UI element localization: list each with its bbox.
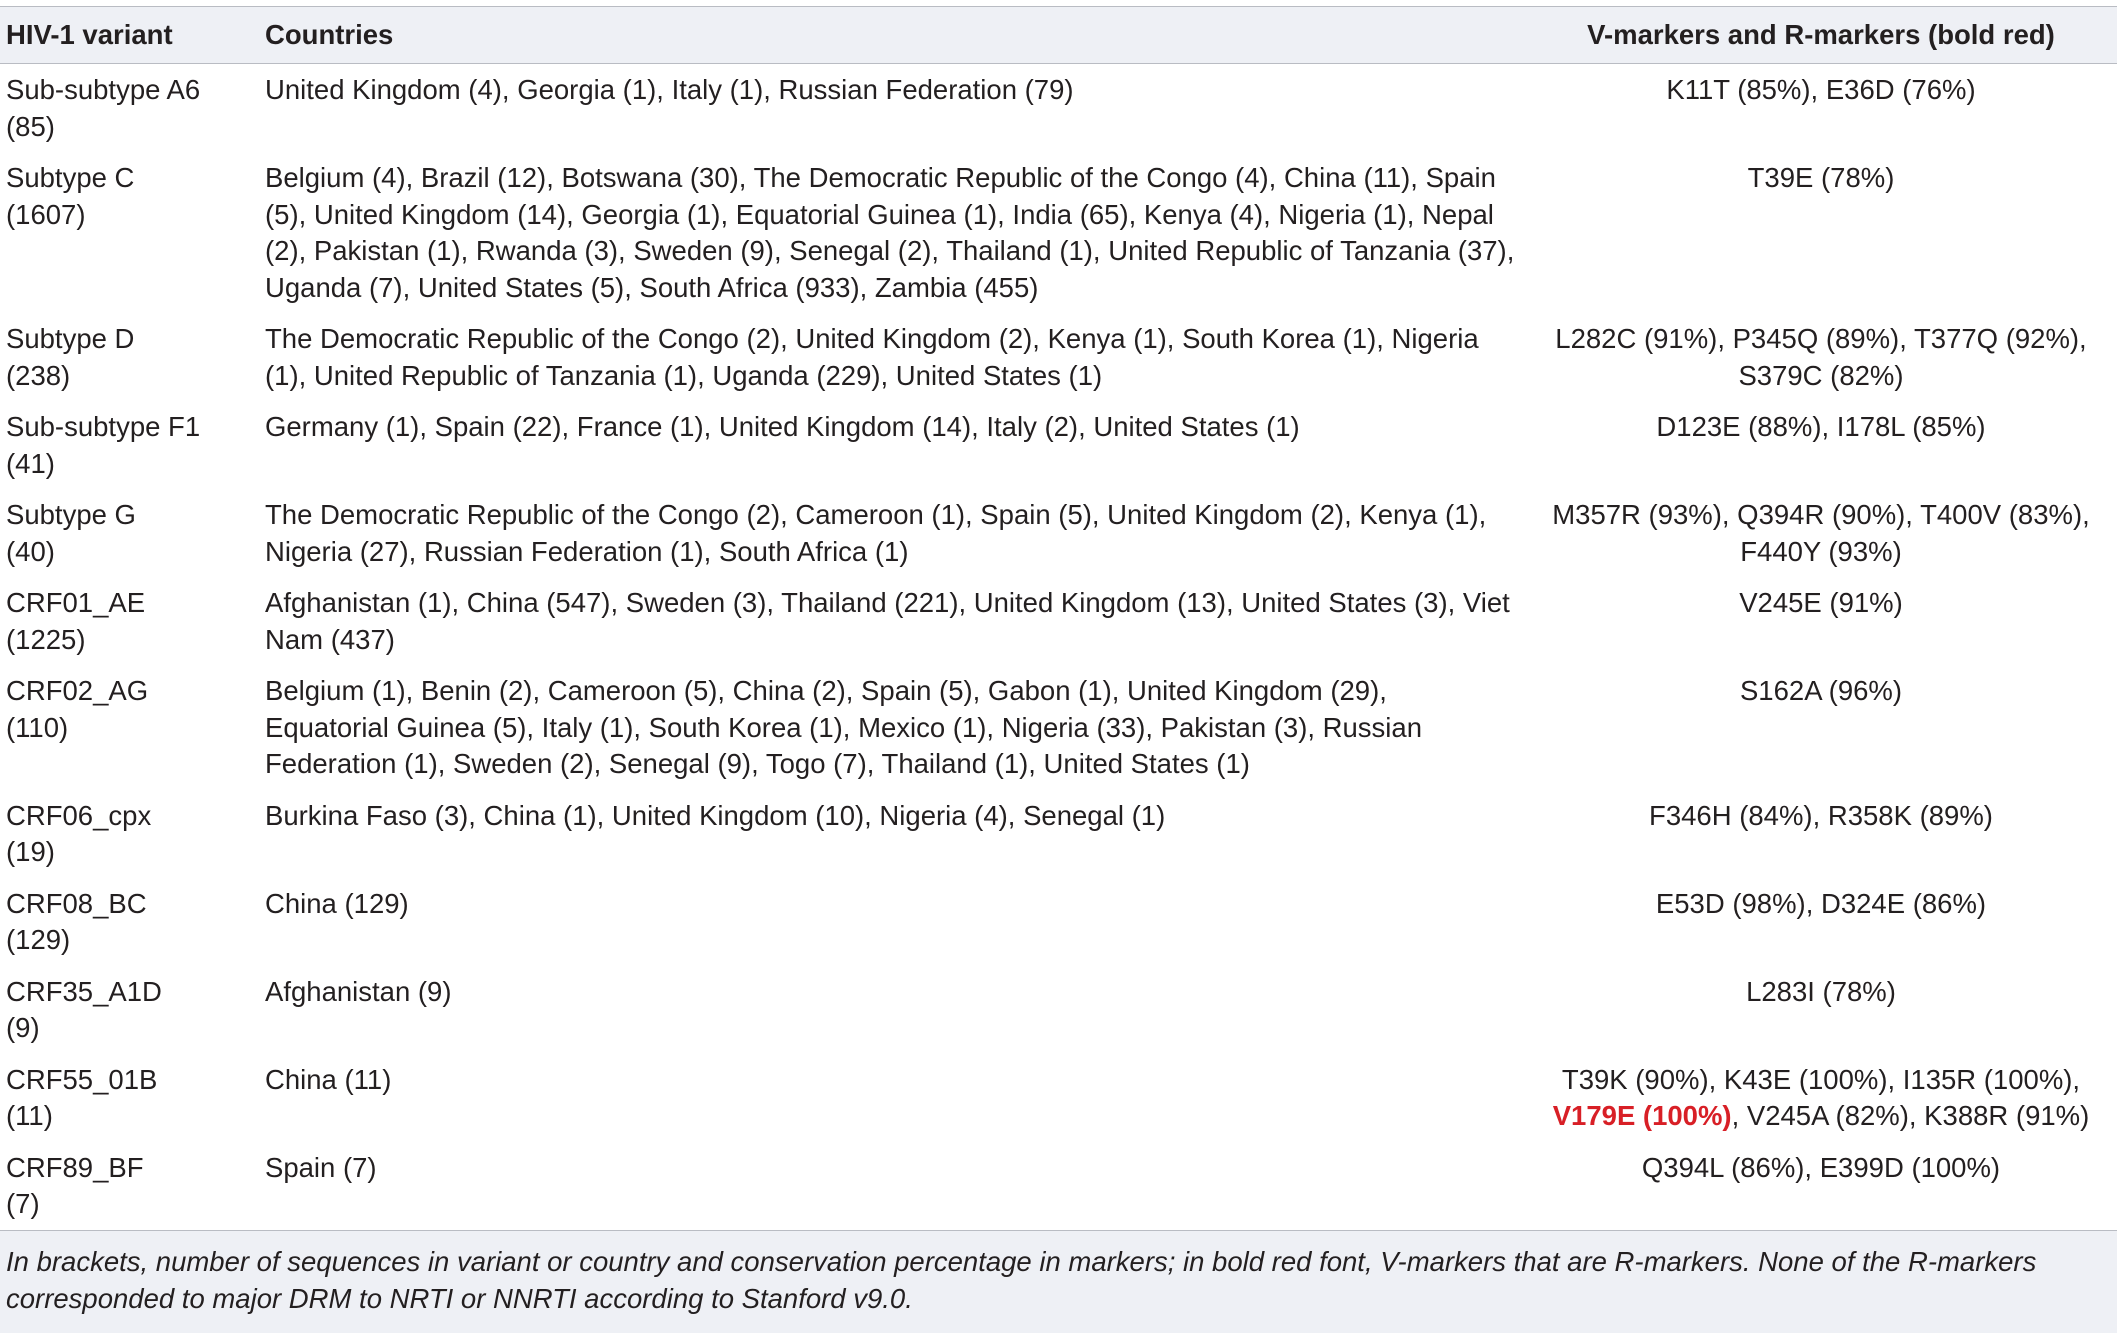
variant-cell [0,401,259,489]
markers-cell [1525,313,2117,401]
markers-cell [1525,790,2117,878]
variant-cell [0,489,259,577]
variant-cell [0,152,259,313]
countries-cell: Belgium (4), Brazil (12), Botswana (30), The Democratic Republic of the Congo (4), China (11), Spain (5), United Kingdom (14), Georgia (1), Equatorial Guinea (1), India (65), Kenya (4), Nigeria (1), Nepal (2), Pakistan (1), Rwanda (3), Sweden (9), Senegal (2), Thailand (1), United Republic of Tanzania (37), Uganda (7), United States (5), South Africa (933), Zambia (455) [265,162,1515,303]
markers-cell [1525,577,2117,665]
variant-count: (40) [6,535,55,567]
variant-count: (85) [6,110,55,142]
marker-text: L283I (78%) [1746,975,1896,1007]
header-countries: Countries [265,18,394,50]
variant-cell [0,790,259,878]
variant-cell [0,1054,259,1142]
markers-cell [1525,878,2117,966]
variant-cell [0,577,259,665]
variant-name: Subtype C [6,162,135,193]
variant-name: CRF06_cpx [6,799,152,831]
marker-text: Q394L (86%), E399D (100%) [1641,1151,2001,1183]
table-row [0,152,2117,313]
variant-name: Sub-subtype A6 [6,74,201,105]
countries-cell: The Democratic Republic of the Congo (2), United Kingdom (2), Kenya (1), South Korea (1), Nigeria (1), United Republic of Tanzania (1), Uganda (229), United States (1) [265,323,1479,391]
variant-count: (1225) [6,623,86,655]
table-row [0,966,2117,1054]
marker-text: F346H (84%), R358K (89%) [1649,799,1993,831]
variant-count: (11) [6,1100,53,1131]
marker-text: T39E (78%) [1747,162,1895,193]
markers-cell [1525,64,2117,153]
table-body [0,64,2117,1230]
r-marker-text: V179E (100%) [1552,1100,1732,1131]
marker-text: K11T (85%), E36D (76%) [1666,74,1976,105]
marker-text: D123E (88%), I178L (85%) [1656,411,1986,442]
countries-cell: China (11) [265,1063,392,1095]
variant-name: CRF01_AE [6,587,146,618]
table-row [0,878,2117,966]
variant-count: (110) [6,711,69,743]
markers-cell [1525,1054,2117,1142]
table-row [0,790,2117,878]
variant-count: (129) [6,924,71,955]
table-row [0,313,2117,401]
variant-table [0,6,2117,1230]
countries-cell: United Kingdom (4), Georgia (1), Italy (1), Russian Federation (79) [265,74,1074,105]
variant-count: (238) [6,359,71,391]
variant-count: (19) [6,836,55,867]
table-row [0,1142,2117,1230]
variant-name: Sub-subtype F1 [6,411,201,442]
variant-count: (41) [6,447,55,479]
table-row [0,401,2117,489]
countries-cell: China (129) [265,887,409,919]
marker-text: V245E (91%) [1739,587,1903,618]
table-row [0,64,2117,153]
variant-cell [0,665,259,790]
marker-text: E53D (98%), D324E (86%) [1655,887,1987,919]
footnote-line-2: corresponded to major DRM to NRTI or NNRTI according to Stanford v9.0. [6,1282,913,1314]
countries-cell: Belgium (1), Benin (2), Cameroon (5), China (2), Spain (5), Gabon (1), United Kingdom (29), Equatorial Guinea (5), Italy (1), South Korea (1), Mexico (1), Nigeria (33), Pakistan (3), Russian Federation (1), Sweden (2), Senegal (9), Togo (7), Thailand (1), United States (1) [265,675,1423,779]
countries-cell: The Democratic Republic of the Congo (2), Cameroon (1), Spain (5), United Kingdom (2), Kenya (1), Nigeria (27), Russian Federation (1), South Africa (1) [265,499,1487,567]
variant-name: CRF89_BF [6,1151,144,1183]
markers-cell [1525,401,2117,489]
table-footnote [0,1230,2117,1333]
countries-cell: Burkina Faso (3), China (1), United Kingdom (10), Nigeria (4), Senegal (1) [265,799,1166,831]
marker-text: M357R (93%), Q394R (90%), T400V (83%), F440Y (93%) [1552,499,2090,567]
marker-text: S162A (96%) [1739,675,1903,706]
variant-name: CRF08_BC [6,887,147,919]
variant-cell [0,64,259,153]
variant-count: (1607) [6,198,86,230]
variant-count: (9) [6,1012,40,1043]
variant-cell [0,878,259,966]
markers-cell [1525,1142,2117,1230]
countries-cell: Spain (7) [265,1151,377,1183]
variant-cell [0,1142,259,1230]
table-row [0,665,2117,790]
variant-name: Subtype D [6,323,135,354]
table-row [0,1054,2117,1142]
header-variant: HIV-1 variant [6,18,173,50]
footnote-line-1: In brackets, number of sequences in variant or country and conservation percentage in markers; in bold red font, V-markers that are R-markers. None of the R-markers [6,1245,2037,1277]
countries-cell: Afghanistan (1), China (547), Sweden (3), Thailand (221), United Kingdom (13), United States (3), Viet Nam (437) [265,587,1510,655]
countries-cell: Afghanistan (9) [265,975,452,1007]
table-row [0,577,2117,665]
marker-text: , V245A (82%), K388R (91%) [1731,1100,2090,1131]
variant-name: CRF35_A1D [6,975,162,1007]
variant-name: CRF02_AG [6,675,149,706]
markers-cell [1525,966,2117,1054]
variant-cell [0,966,259,1054]
marker-text: T39K (90%), K43E (100%), I135R (100%), [1561,1063,2081,1095]
table-row [0,489,2117,577]
markers-cell [1525,489,2117,577]
variant-name: CRF55_01B [6,1063,158,1095]
variant-count: (7) [6,1188,40,1219]
marker-text: L282C (91%), P345Q (89%), T377Q (92%), S379C (82%) [1555,323,2087,391]
header-markers: V-markers and R-markers (bold red) [1587,18,2055,50]
markers-cell [1525,152,2117,313]
markers-cell [1525,665,2117,790]
table-header-row [0,7,2117,64]
countries-cell: Germany (1), Spain (22), France (1), United Kingdom (14), Italy (2), United States (1) [265,411,1300,442]
variant-cell [0,313,259,401]
variant-name: Subtype G [6,499,136,530]
data-table-figure [0,6,2117,1333]
